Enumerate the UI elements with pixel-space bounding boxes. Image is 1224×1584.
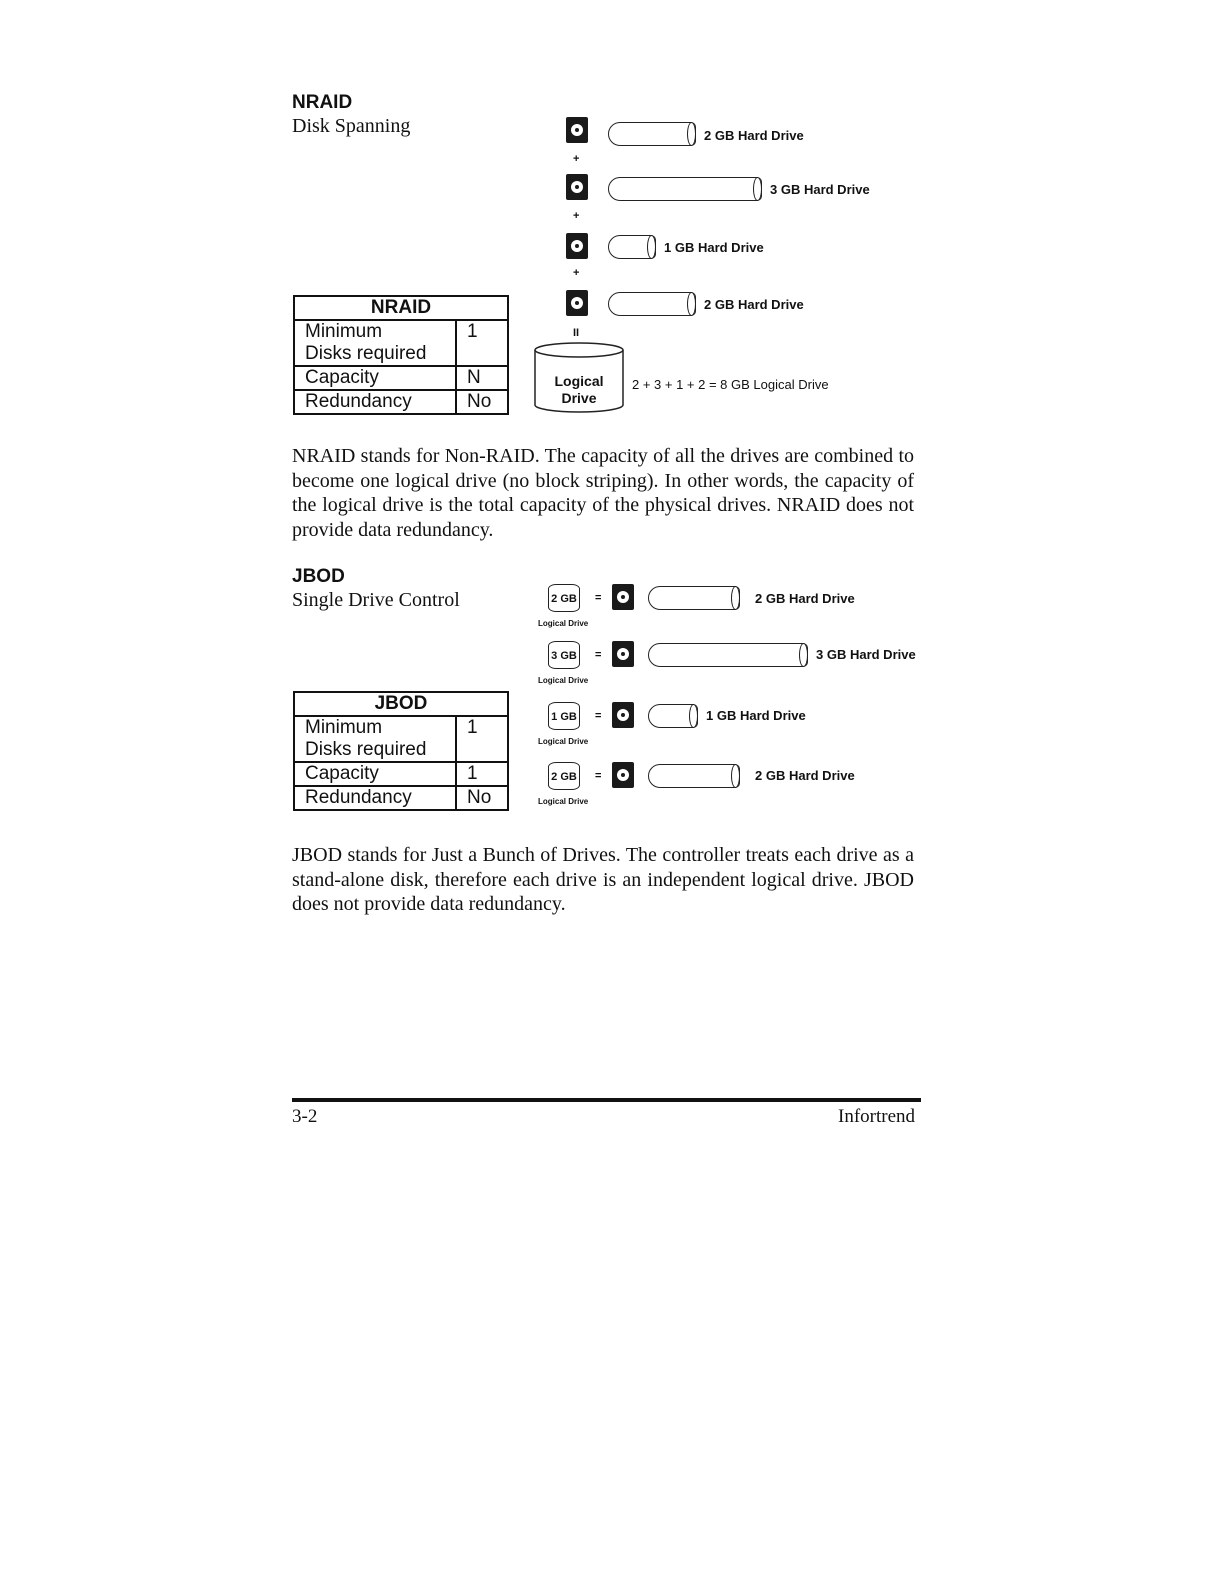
drive-cylinder [648, 643, 808, 667]
plus-sign: + [573, 153, 580, 165]
logical-drive-label-line2: Drive [561, 390, 597, 406]
drive-label: 2 GB Hard Drive [755, 768, 855, 783]
drive-cylinder [648, 704, 698, 728]
jbod-paragraph: JBOD stands for Just a Bunch of Drives. The controller treats each drive as a stand-alone disk, therefore each drive is an independent logical drive. JBOD does not provide data redundancy. [292, 844, 914, 915]
jbod-table [293, 691, 509, 811]
nraid-table [293, 295, 509, 415]
nraid-heading: NRAID [292, 92, 353, 113]
drive-label: 2 GB Hard Drive [704, 297, 804, 312]
table-row [294, 716, 508, 762]
drive-label: 3 GB Hard Drive [770, 182, 870, 197]
drive-label: 1 GB Hard Drive [706, 708, 806, 723]
drive-cylinder [648, 764, 740, 788]
nraid-table-title: NRAID [294, 296, 508, 320]
row-value: N [456, 366, 508, 390]
plus-sign: + [573, 267, 580, 279]
logical-drive-label-line1: Logical [554, 373, 604, 389]
logical-drive-icon: 2 GB [548, 762, 580, 790]
logical-drive-caption: Logical Drive [538, 797, 589, 806]
equals-sign: II [573, 327, 580, 339]
hard-drive-icon [612, 584, 634, 610]
drive-label: 2 GB Hard Drive [704, 128, 804, 143]
drive-label: 1 GB Hard Drive [664, 240, 764, 255]
row-label: Capacity [294, 762, 456, 786]
row-value: 1 [456, 320, 508, 366]
drive-cylinder [608, 292, 696, 316]
nraid-paragraph: NRAID stands for Non-RAID. The capacity of all the drives are combined to become one logical drive (no block striping). In other words, the capacity of the logical drive is the total capacity of the physical drives. NRAID does not provide data redundancy. [292, 445, 914, 541]
equals-sign: = [595, 710, 602, 722]
jbod-heading: JBOD [292, 566, 345, 587]
drive-cylinder [608, 122, 696, 146]
row-label: Disks required [305, 343, 427, 364]
table-row [294, 786, 508, 810]
footer-rule [292, 1098, 921, 1102]
logical-drive-caption: Logical Drive [538, 619, 589, 628]
row-value: No [456, 786, 508, 810]
jbod-subheading: Single Drive Control [292, 589, 460, 611]
hard-drive-icon [612, 702, 634, 728]
equals-sign: = [595, 770, 602, 782]
sum-label: 2 + 3 + 1 + 2 = 8 GB Logical Drive [632, 377, 829, 392]
row-value: 1 [456, 716, 508, 762]
footer-brand: Infortrend [838, 1106, 916, 1127]
equals-sign: = [595, 649, 602, 661]
table-row [294, 762, 508, 786]
equals-sign: = [595, 592, 602, 604]
jbod-table-title: JBOD [294, 692, 508, 716]
hard-drive-icon [612, 641, 634, 667]
drive-cylinder [608, 177, 762, 201]
table-row [294, 366, 508, 390]
row-label: Disks required [305, 739, 427, 760]
row-label: Minimum [305, 321, 383, 342]
nraid-subheading: Disk Spanning [292, 115, 411, 137]
page-number: 3-2 [292, 1106, 318, 1127]
table-row [294, 320, 508, 366]
drive-label: 3 GB Hard Drive [816, 647, 916, 662]
row-label: Redundancy [294, 390, 456, 414]
row-value: 1 [456, 762, 508, 786]
logical-drive-caption: Logical Drive [538, 737, 589, 746]
row-label: Capacity [294, 366, 456, 390]
table-row [294, 390, 508, 414]
row-label: Minimum [305, 717, 383, 738]
logical-drive-icon: 3 GB [548, 641, 580, 669]
logical-drive-icon: 2 GB [548, 584, 580, 612]
hard-drive-icon [612, 762, 634, 788]
hard-drive-icon [566, 233, 588, 259]
drive-label: 2 GB Hard Drive [755, 591, 855, 606]
drive-cylinder [648, 586, 740, 610]
hard-drive-icon [566, 174, 588, 200]
hard-drive-icon [566, 117, 588, 143]
logical-drive-icon: 1 GB [548, 702, 580, 730]
row-label: Redundancy [294, 786, 456, 810]
hard-drive-icon [566, 290, 588, 316]
plus-sign: + [573, 210, 580, 222]
row-value: No [456, 390, 508, 414]
drive-cylinder [608, 235, 656, 259]
logical-drive-caption: Logical Drive [538, 676, 589, 685]
